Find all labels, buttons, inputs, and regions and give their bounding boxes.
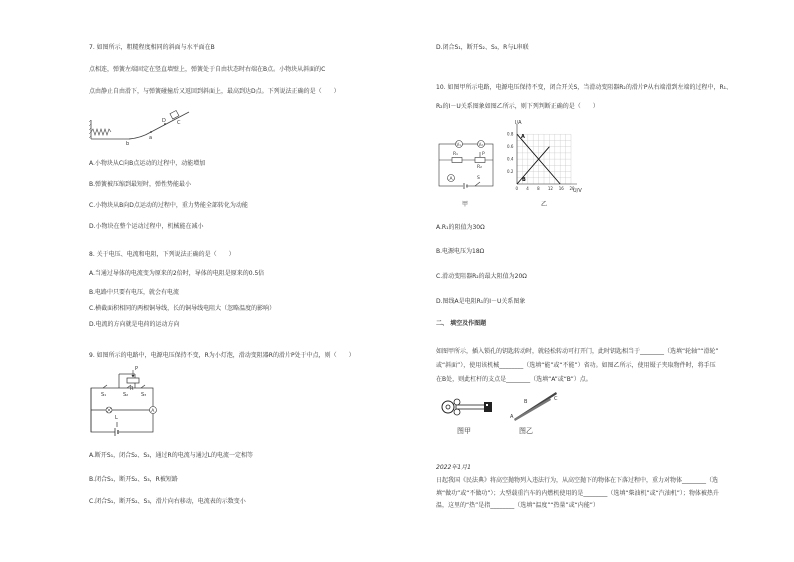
q8-stem: 8. 关于电压、电流和电阻，下列说法正确的是（ ）	[89, 251, 235, 258]
q7-fig-label-c: C	[177, 120, 181, 126]
chart-y-tick-label: 0.8	[507, 131, 514, 137]
q11-fig-label-a: A	[510, 414, 514, 420]
q9-option-b: B.闭合S₁，断开S₂、S₃，R被短路	[89, 476, 178, 483]
q10-caption-jia: 甲	[462, 201, 469, 208]
q7-stem-line2: 点相连，弹簧左端固定在竖直墙壁上，弹簧处于自由状态时右端在B点。小物块从斜面的C	[89, 66, 326, 73]
q7-option-c: C.小物块从B向D点运动的过程中，重力势能全部转化为动能	[89, 202, 248, 209]
chart-y-tick-label: 0.4	[507, 156, 514, 162]
chart-x-tick-label: 16	[558, 186, 564, 191]
q9-fig-label-s2: S₂	[123, 392, 129, 398]
chart-series-label-b: B	[522, 177, 526, 183]
q10-stem-line2: R₂的I－U关系图象如图乙所示，则下列判断正确的是（ ）	[436, 103, 599, 110]
q7-fig-label-b: b	[126, 141, 130, 147]
q9-fig-label-r: R	[130, 386, 134, 392]
q10-fig-label-v1: V₁	[456, 142, 461, 147]
q11-fig-label-c: C	[554, 396, 558, 402]
chart-x-tick-label: 0	[515, 186, 519, 191]
q7-stem-line3: 点由静止自由滑下，与弹簧碰撞后又返回到斜面上，最高到达D点。下列说法正确的是（ ）	[89, 88, 340, 95]
q9-stem: 9. 如图所示的电路中，电源电压保持不变，R为小灯泡，滑动变阻器R的滑片P处于中点，则（ ）	[89, 352, 355, 359]
q10-fig-label-s: S	[477, 176, 480, 181]
q8-option-c: C.横截面积相同的两根铜导线，长的铜导线电阻大（忽略温度的影响）	[89, 305, 276, 312]
q9-fig-label-p: P	[135, 366, 139, 372]
chart-y-tick-label: 0.6	[507, 144, 514, 150]
q9-option-c: C.闭合S₁，断开S₂、S₃，滑片向右移动，电流表的示数变小	[89, 498, 246, 505]
q9-circuit-figure	[89, 364, 161, 436]
q10-iu-chart	[505, 118, 583, 196]
q9-option-d: D.闭合S₁，断开S₂、S₃，R与L串联	[436, 44, 529, 51]
chart-x-tick-label: 8	[537, 186, 540, 191]
q9-fig-label-l: L	[115, 415, 118, 421]
q11-line2: 或“斜面”），使用该机械________（选填“能”或“不能”）省功。如图乙所示，使用镊子夹取物件时，将手压	[436, 362, 716, 369]
q11-fig-label-b: B	[524, 399, 528, 405]
q9-fig-label-s3: S₃	[141, 392, 147, 398]
q12-line2: 填“做功”或“不做功”）；大型载重汽车的内燃机使用的是________（选填“柴油机”或“汽油机”）；物体被热升	[436, 490, 719, 497]
q7-fig-label-d: D	[162, 118, 166, 124]
q10-fig-label-r2: R₂	[477, 165, 482, 170]
q11-line3: 在B处，则此杠杆的支点是________（选填“A”或“B”）点。	[436, 376, 592, 383]
q12-date: 2022年1月1	[436, 464, 471, 471]
q10-fig-label-r1: R₁	[453, 152, 458, 157]
q7-fig-label-a: a	[149, 135, 153, 141]
q11-fig-jia-caption: 图甲	[457, 427, 471, 435]
q11-tweezers-figure	[510, 388, 560, 424]
chart-x-tick-label: 12	[547, 186, 553, 191]
q11-key-figure	[440, 398, 496, 416]
chart-series-label-a: A	[521, 134, 525, 141]
q7-figure	[89, 104, 201, 147]
q9-option-a: A.断开S₁，闭合S₂、S₃，通过R的电流与通过L的电流一定相等	[89, 452, 254, 459]
q10-option-d: D.图线A是电阻R₁的I－U关系图象	[436, 298, 526, 305]
q8-option-b: B.电路中只要有电压，就会有电流	[89, 289, 180, 296]
chart-x-tick-label: 20	[569, 186, 575, 191]
q10-circuit-figure	[437, 138, 497, 190]
q10-fig-label-v2: V₂	[478, 142, 483, 147]
q10-option-c: C.滑动变阻器R₂的最大阻值为20Ω	[436, 273, 527, 280]
q8-option-d: D.电流的方向就是电荷的运动方向	[89, 321, 180, 328]
q7-stem-line1: 7. 如图所示，粗糙程度相同的斜面与水平面在B	[89, 44, 215, 51]
q7-option-d: D.小物块在整个运动过程中，机械能在减小	[89, 223, 204, 230]
chart-x-tick-label: 4	[526, 186, 529, 191]
q10-option-b: B.电源电压为18Ω	[436, 248, 485, 255]
q11-line1: 如图甲所示，插入锁孔的钥匙转动时，就轻松转动可打开门，此时钥匙相当于________（选填“轮轴”“滑轮”	[436, 348, 719, 355]
q10-fig-label-p: P	[482, 152, 485, 157]
q9-fig-label-ammeter: A	[151, 409, 155, 414]
q12-line3: 温，这里的“热”是指________（选填“温度”“热量”或“内能”）	[436, 502, 599, 509]
q10-stem-line1: 10. 如图甲所示电路，电源电压保持不变，闭合开关S，当滑动变阻器R₂的滑片P从右端滑到左端的过程中，R₁、	[436, 84, 733, 91]
q10-fig-label-a: A	[449, 177, 453, 182]
q10-option-a: A.R₁的阻值为30Ω	[436, 224, 485, 231]
q11-fig-yi-caption: 图乙	[519, 427, 533, 435]
q7-option-b: B.弹簧被压缩到最短时，弹性势能最小	[89, 181, 192, 188]
chart-y-tick-label: 0.2	[507, 169, 514, 175]
q7-option-a: A.小物块从C向B点运动的过程中，动能增加	[89, 160, 206, 167]
chart-x-axis-label: U/V	[573, 188, 582, 194]
q8-option-a: A.当通过导体的电流变为原来的2倍时，导体的电阻是原来的0.5倍	[89, 270, 265, 277]
q9-fig-label-s1: S₁	[101, 392, 107, 398]
section-2-heading: 二、 填空及作图题	[436, 320, 487, 327]
chart-y-axis-label: I/A	[515, 120, 522, 126]
q10-caption-yi: 乙	[541, 201, 548, 208]
q12-line1: 日起我国《民法典》将高空抛物列入违法行为，从高空抛下的物体在下落过程中，重力对物体________（选	[436, 477, 719, 484]
